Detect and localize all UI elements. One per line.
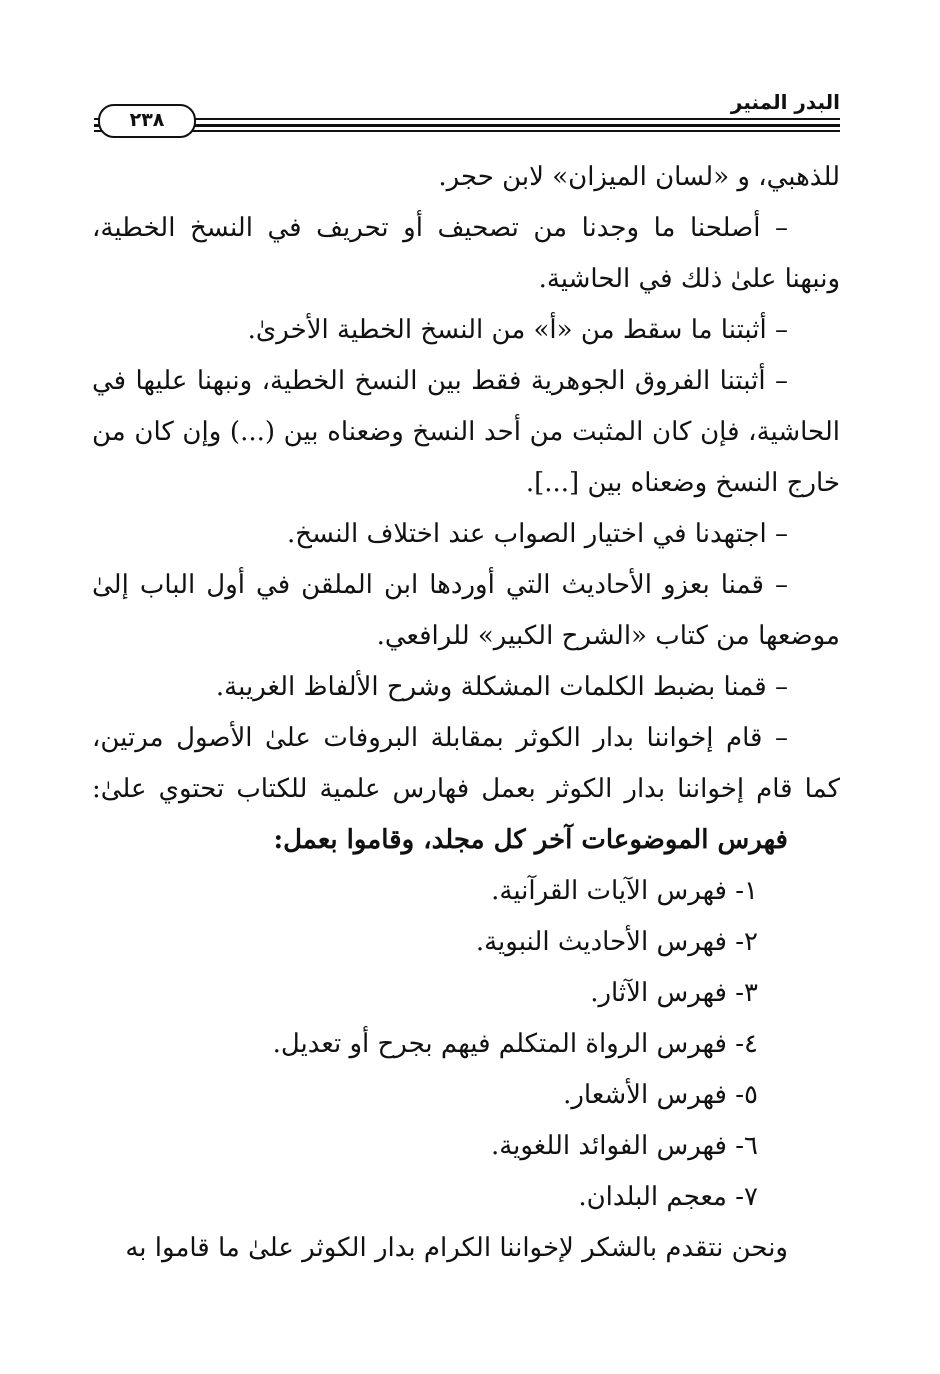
text-line: كما قام إخواننا بدار الكوثر بعمل فهارس علمية للكتاب تحتوي علىٰ: xyxy=(92,774,840,804)
text-line: – قام إخواننا بدار الكوثر بمقابلة البروفات علىٰ الأصول مرتين، xyxy=(92,723,788,753)
list-item: ٦- فهرس الفوائد اللغوية. xyxy=(490,1131,758,1161)
running-title: البدر المنير xyxy=(730,90,840,114)
text-line: – أصلحنا ما وجدنا من تصحيف أو تحريف في النسخ الخطية، xyxy=(92,213,788,243)
page-number: ٢٣٨ xyxy=(98,104,196,138)
text-line: – قمنا بضبط الكلمات المشكلة وشرح الألفاظ الغريبة. xyxy=(215,672,788,702)
text-line: ونبهنا علىٰ ذلك في الحاشية. xyxy=(538,264,840,294)
text-line: ونحن نتقدم بالشكر لإخواننا الكرام بدار الكوثر علىٰ ما قاموا به xyxy=(125,1233,788,1263)
page-body xyxy=(92,152,840,1274)
text-line: موضعها من كتاب «الشرح الكبير» للرافعي. xyxy=(376,621,840,651)
index-heading: فهرس الموضوعات آخر كل مجلد، وقاموا بعمل: xyxy=(273,825,788,855)
list-item: ٧- معجم البلدان. xyxy=(578,1182,758,1212)
list-item: ٢- فهرس الأحاديث النبوية. xyxy=(475,927,758,957)
text-line: – قمنا بعزو الأحاديث التي أوردها ابن الملقن في أول الباب إلىٰ xyxy=(92,570,788,600)
text-line: للذهبي، و «لسان الميزان» لابن حجر. xyxy=(438,162,840,192)
list-item: ٣- فهرس الآثار. xyxy=(590,978,758,1008)
list-item: ٥- فهرس الأشعار. xyxy=(563,1080,758,1110)
list-item: ٤- فهرس الرواة المتكلم فيهم بجرح أو تعديل. xyxy=(272,1029,758,1059)
header-rule-thin xyxy=(94,130,840,132)
text-line: خارج النسخ وضعناه بين [...]. xyxy=(525,468,840,498)
page-header xyxy=(94,88,840,134)
text-line: الحاشية، فإن كان المثبت من أحد النسخ وضعناه بين (...) وإن كان من xyxy=(92,417,840,447)
header-rule-top xyxy=(94,118,840,120)
text-line: – أثبتنا ما سقط من «أ» من النسخ الخطية الأخرىٰ. xyxy=(247,315,788,345)
list-item: ١- فهرس الآيات القرآنية. xyxy=(491,876,758,906)
header-rule-thick xyxy=(94,124,840,127)
text-line: – أثبتنا الفروق الجوهرية فقط بين النسخ الخطية، ونبهنا عليها في xyxy=(92,366,788,396)
text-line: – اجتهدنا في اختيار الصواب عند اختلاف النسخ. xyxy=(286,519,788,549)
